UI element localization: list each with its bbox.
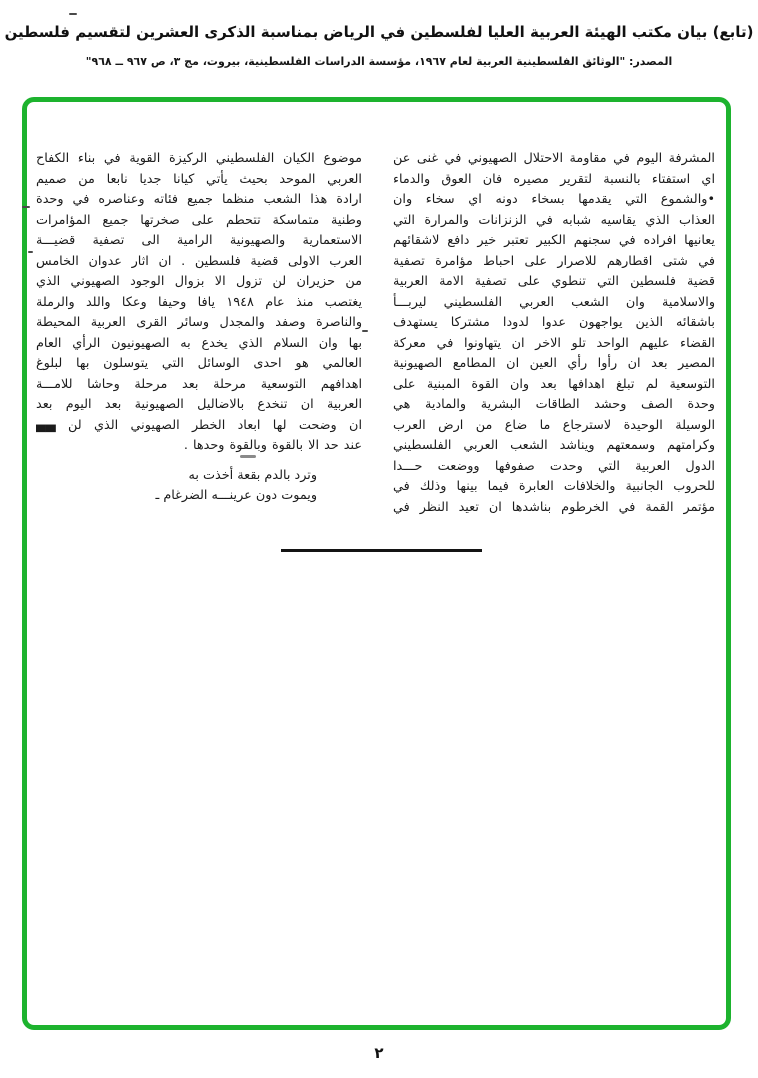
text-line: موضوع الكيان الفلسطيني الركيزة القوية في بناء الكفاح bbox=[36, 151, 362, 166]
verse-line: وترد بالدم بقعة أخذت به bbox=[188, 467, 317, 483]
verse-line: ويموت دون عرينـــه الضرغام ـ bbox=[155, 488, 317, 503]
text-line: وطنية متماسكة تتحطم على صخرتها جميع المؤامرات bbox=[36, 212, 362, 228]
text-line: المشرفة اليوم في مقاومة الاحتلال الصهيوني في غنى عن bbox=[393, 151, 715, 166]
left-text-column bbox=[36, 149, 362, 507]
scan-artifact bbox=[240, 455, 256, 458]
text-line: ارادة هذا الشعب منظما جميع فئاته وعناصره في وحدة bbox=[36, 192, 362, 207]
text-line: يغتصب منذ عام ١٩٤٨ يافا وحيفا وعكا واللد والرملة bbox=[36, 294, 362, 310]
scan-artifact bbox=[28, 251, 33, 253]
verse-block bbox=[36, 466, 362, 507]
text-line: الدول العربية التي وحدت صفوفها ووضعت حـــدا bbox=[393, 458, 715, 474]
left-column-paragraph bbox=[36, 149, 362, 436]
text-line: المصير بعد ان رأوا رأي العين ان المطامع الصهيونية bbox=[393, 356, 715, 371]
text-line: في شتى اقطارهم للاصرار على احباط مؤامرة تصفية bbox=[393, 253, 715, 269]
text-line: عند حد الا بالقوة وبالقوة وحدها . bbox=[183, 438, 362, 453]
text-line: التوسعية لم تبلغ اهدافها بعد وان القوة المبنية على bbox=[393, 376, 715, 392]
text-line: بها وان السلام الذي يخدع به الصهيونيون الرأي العام bbox=[36, 335, 362, 351]
text-line: والناصرة وصفد والمجدل وسائر القرى العربية المحيطة bbox=[36, 315, 362, 330]
text-line: •والشموع التي يقدمها بسخاء دونه اي سخاء وان bbox=[393, 192, 715, 207]
page-number: ٢ bbox=[374, 1044, 384, 1062]
text-line: باشقائه الذين يواجهون عدوا لدودا مشتركا يستهدف bbox=[393, 315, 715, 330]
page-title: (تابع) بيان مكتب الهيئة العربية العليا لفلسطين في الرياض بمناسبة الذكرى العشرين لتقسيم فلسطين bbox=[4, 23, 754, 41]
text-line: قضية فلسطين التي تنطوي على تصفية الامة العربية bbox=[393, 274, 715, 289]
text-line: مؤتمر القمة في الخرطوم بناشدها ان تعيد النظر في bbox=[393, 499, 715, 515]
text-line: ان وضحت لها ابعاد الخطر الصهيوني الذي لن ▄▄ bbox=[36, 417, 362, 433]
text-line: والاسلامية وان الشعب العربي الفلسطيني ليربـــأ bbox=[393, 294, 715, 310]
scan-artifact bbox=[362, 330, 368, 332]
scan-artifact bbox=[69, 13, 77, 15]
text-line: من حزيران لن تزول الا بزوال الوجود الصهيوني الذي bbox=[36, 274, 362, 289]
right-text-column bbox=[393, 149, 715, 518]
text-line: وكرامتهم وسمعتهم ويناشد الشعب العربي الفلسطيني bbox=[393, 438, 715, 453]
text-line: يعانيها افراده في سجنهم الكبير تعتبر خير دافع لاشقائهم bbox=[393, 233, 715, 248]
source-citation: المصدر: "الوثائق الفلسطينية العربية لعام ١٩٦٧، مؤسسة الدراسات الفلسطينية، بيروت، مج ٣، ص ٩٦٧ ــ ٩٦٨" bbox=[85, 55, 673, 68]
divider-rule bbox=[281, 549, 482, 552]
text-line: القضاء عليهم الواحد تلو الاخر ان يتهاونوا في معركة bbox=[393, 335, 715, 351]
text-line: للحروب الجانبية والخلافات العابرة فيما بينها وذلك في bbox=[393, 479, 715, 494]
text-line: العذاب الذي يقاسيه شبابه في الزنزانات والمرارة التي bbox=[393, 212, 715, 228]
text-line: وحدة الصف وحشد الطاقات البشرية والمادية هي bbox=[393, 397, 715, 412]
text-line: الوسيلة الوحيدة لاسترجاع ما ضاع من ارض العرب bbox=[393, 417, 715, 433]
text-line: اهدافهم التوسعية مرحلة بعد مرحلة وحاشا للامـــة bbox=[36, 376, 362, 392]
scan-artifact bbox=[22, 206, 30, 208]
text-line: العرب الاولى قضية فلسطين . ان اثار عدوان الخامس bbox=[36, 253, 362, 269]
text-line: العربية ان تنخدع بالاضاليل الصهيونية بعد اليوم بعد bbox=[36, 397, 362, 412]
text-line: اي استفتاء بالنسبة لتقرير مصيره فان العوق والدماء bbox=[393, 171, 715, 187]
text-line: العالمي هو احدى الوسائل التي يتوسلون بها لبلوغ bbox=[36, 356, 362, 371]
text-line: الاستعمارية والصهيونية الرامية الى تصفية قضيـــة bbox=[36, 233, 362, 248]
text-line: العربي الموحد بحيث يأتي كيانا جديا نابعا من صميم bbox=[36, 171, 362, 187]
